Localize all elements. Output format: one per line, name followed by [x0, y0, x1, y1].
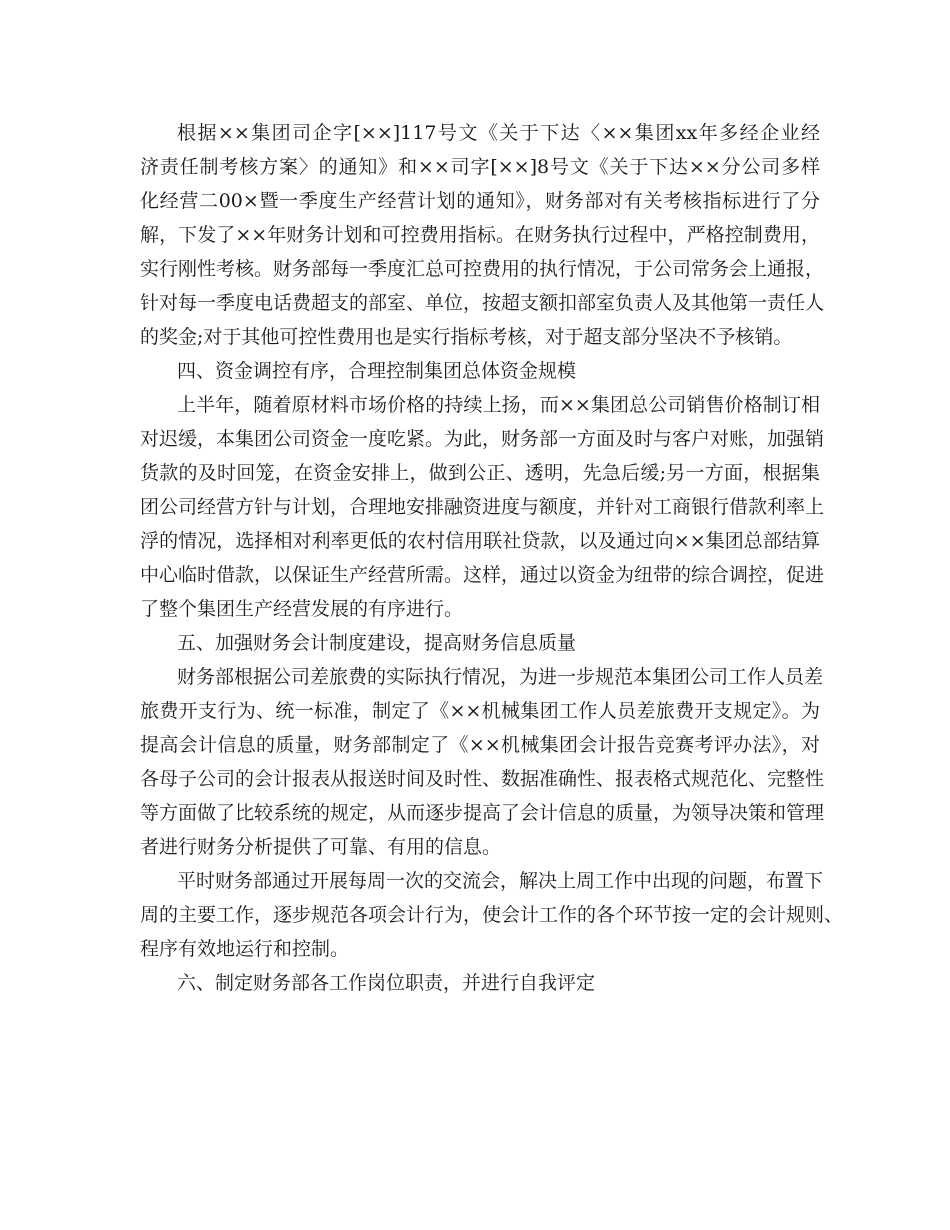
text-line: 浮的情况，选择相对利率更低的农村信用联社贷款，以及通过向××集团总部结算: [140, 530, 820, 552]
heading-text: 六、制定财务部各工作岗位职责，并进行自我评定: [177, 972, 596, 994]
text-line: 的奖金;对于其他可控性费用也是实行指标考核，对于超支部分坚决不予核销。: [140, 326, 793, 348]
text-line: 实行刚性考核。财务部每一季度汇总可控费用的执行情况，于公司常务会上通报，: [140, 258, 825, 280]
text-line: 化经营二00×暨一季度生产经营计划的通知》，财务部对有关考核指标进行了分: [140, 190, 820, 212]
text-line: 针对每一季度电话费超支的部室、单位，按超支额扣部室负责人及其他第一责任人: [140, 292, 825, 314]
text-line: 了整个集团生产经营发展的有序进行。: [140, 598, 464, 620]
text-line: 济责任制考核方案〉的通知》和××司字[××]8号文《关于下达××分公司多样: [140, 156, 820, 178]
section-heading-6: [140, 966, 820, 1000]
text-line: 提高会计信息的质量，财务部制定了《××机械集团会计报告竞赛考评办法》，对: [140, 734, 820, 756]
text-line: 旅费开支行为、统一标准，制定了《××机械集团工作人员差旅费开支规定》。为: [140, 700, 820, 722]
text-line: 根据××集团司企字[××]117号文《关于下达〈××集团xx年多经企业经: [177, 122, 820, 144]
document-body: [140, 116, 844, 1000]
heading-text: 五、加强财务会计制度建设，提高财务信息质量: [177, 632, 577, 654]
text-line: 上半年，随着原材料市场价格的持续上扬，而××集团总公司销售价格制订相: [177, 394, 820, 416]
section-heading-5: [140, 626, 820, 660]
text-line: 对迟缓，本集团公司资金一度吃紧。为此，财务部一方面及时与客户对账，加强销: [140, 428, 825, 450]
text-line: 平时财务部通过开展每周一次的交流会，解决上周工作中出现的问题，布置下: [177, 870, 824, 892]
paragraph-accounting-rules: [140, 660, 825, 864]
text-line: 周的主要工作，逐步规范各项会计行为，使会计工作的各个环节按一定的会计规则、: [140, 904, 844, 926]
heading-text: 四、资金调控有序，合理控制集团总体资金规模: [177, 360, 577, 382]
text-line: 团公司经营方针与计划，合理地安排融资进度与额度，并针对工商银行借款利率上: [140, 496, 825, 518]
text-line: 等方面做了比较系统的规定，从而逐步提高了会计信息的质量，为领导决策和管理: [140, 802, 825, 824]
text-line: 财务部根据公司差旅费的实际执行情况，为进一步规范本集团公司工作人员差: [177, 666, 824, 688]
text-line: 货款的及时回笼，在资金安排上，做到公正、透明，先急后缓;另一方面，根据集: [140, 462, 820, 484]
text-line: 中心临时借款，以保证生产经营所需。这样，通过以资金为纽带的综合调控，促进: [140, 564, 825, 586]
paragraph-assessment: [140, 116, 825, 354]
text-line: 者进行财务分析提供了可靠、有用的信息。: [140, 836, 502, 858]
text-line: 各母子公司的会计报表从报送时间及时性、数据准确性、报表格式规范化、完整性: [140, 768, 825, 790]
paragraph-weekly-meeting: [140, 864, 844, 966]
text-line: 程序有效地运行和控制。: [140, 938, 350, 960]
paragraph-funds: [140, 388, 825, 626]
text-line: 解，下发了××年财务计划和可控费用指标。在财务执行过程中，严格控制费用，: [140, 224, 820, 246]
section-heading-4: [140, 354, 820, 388]
